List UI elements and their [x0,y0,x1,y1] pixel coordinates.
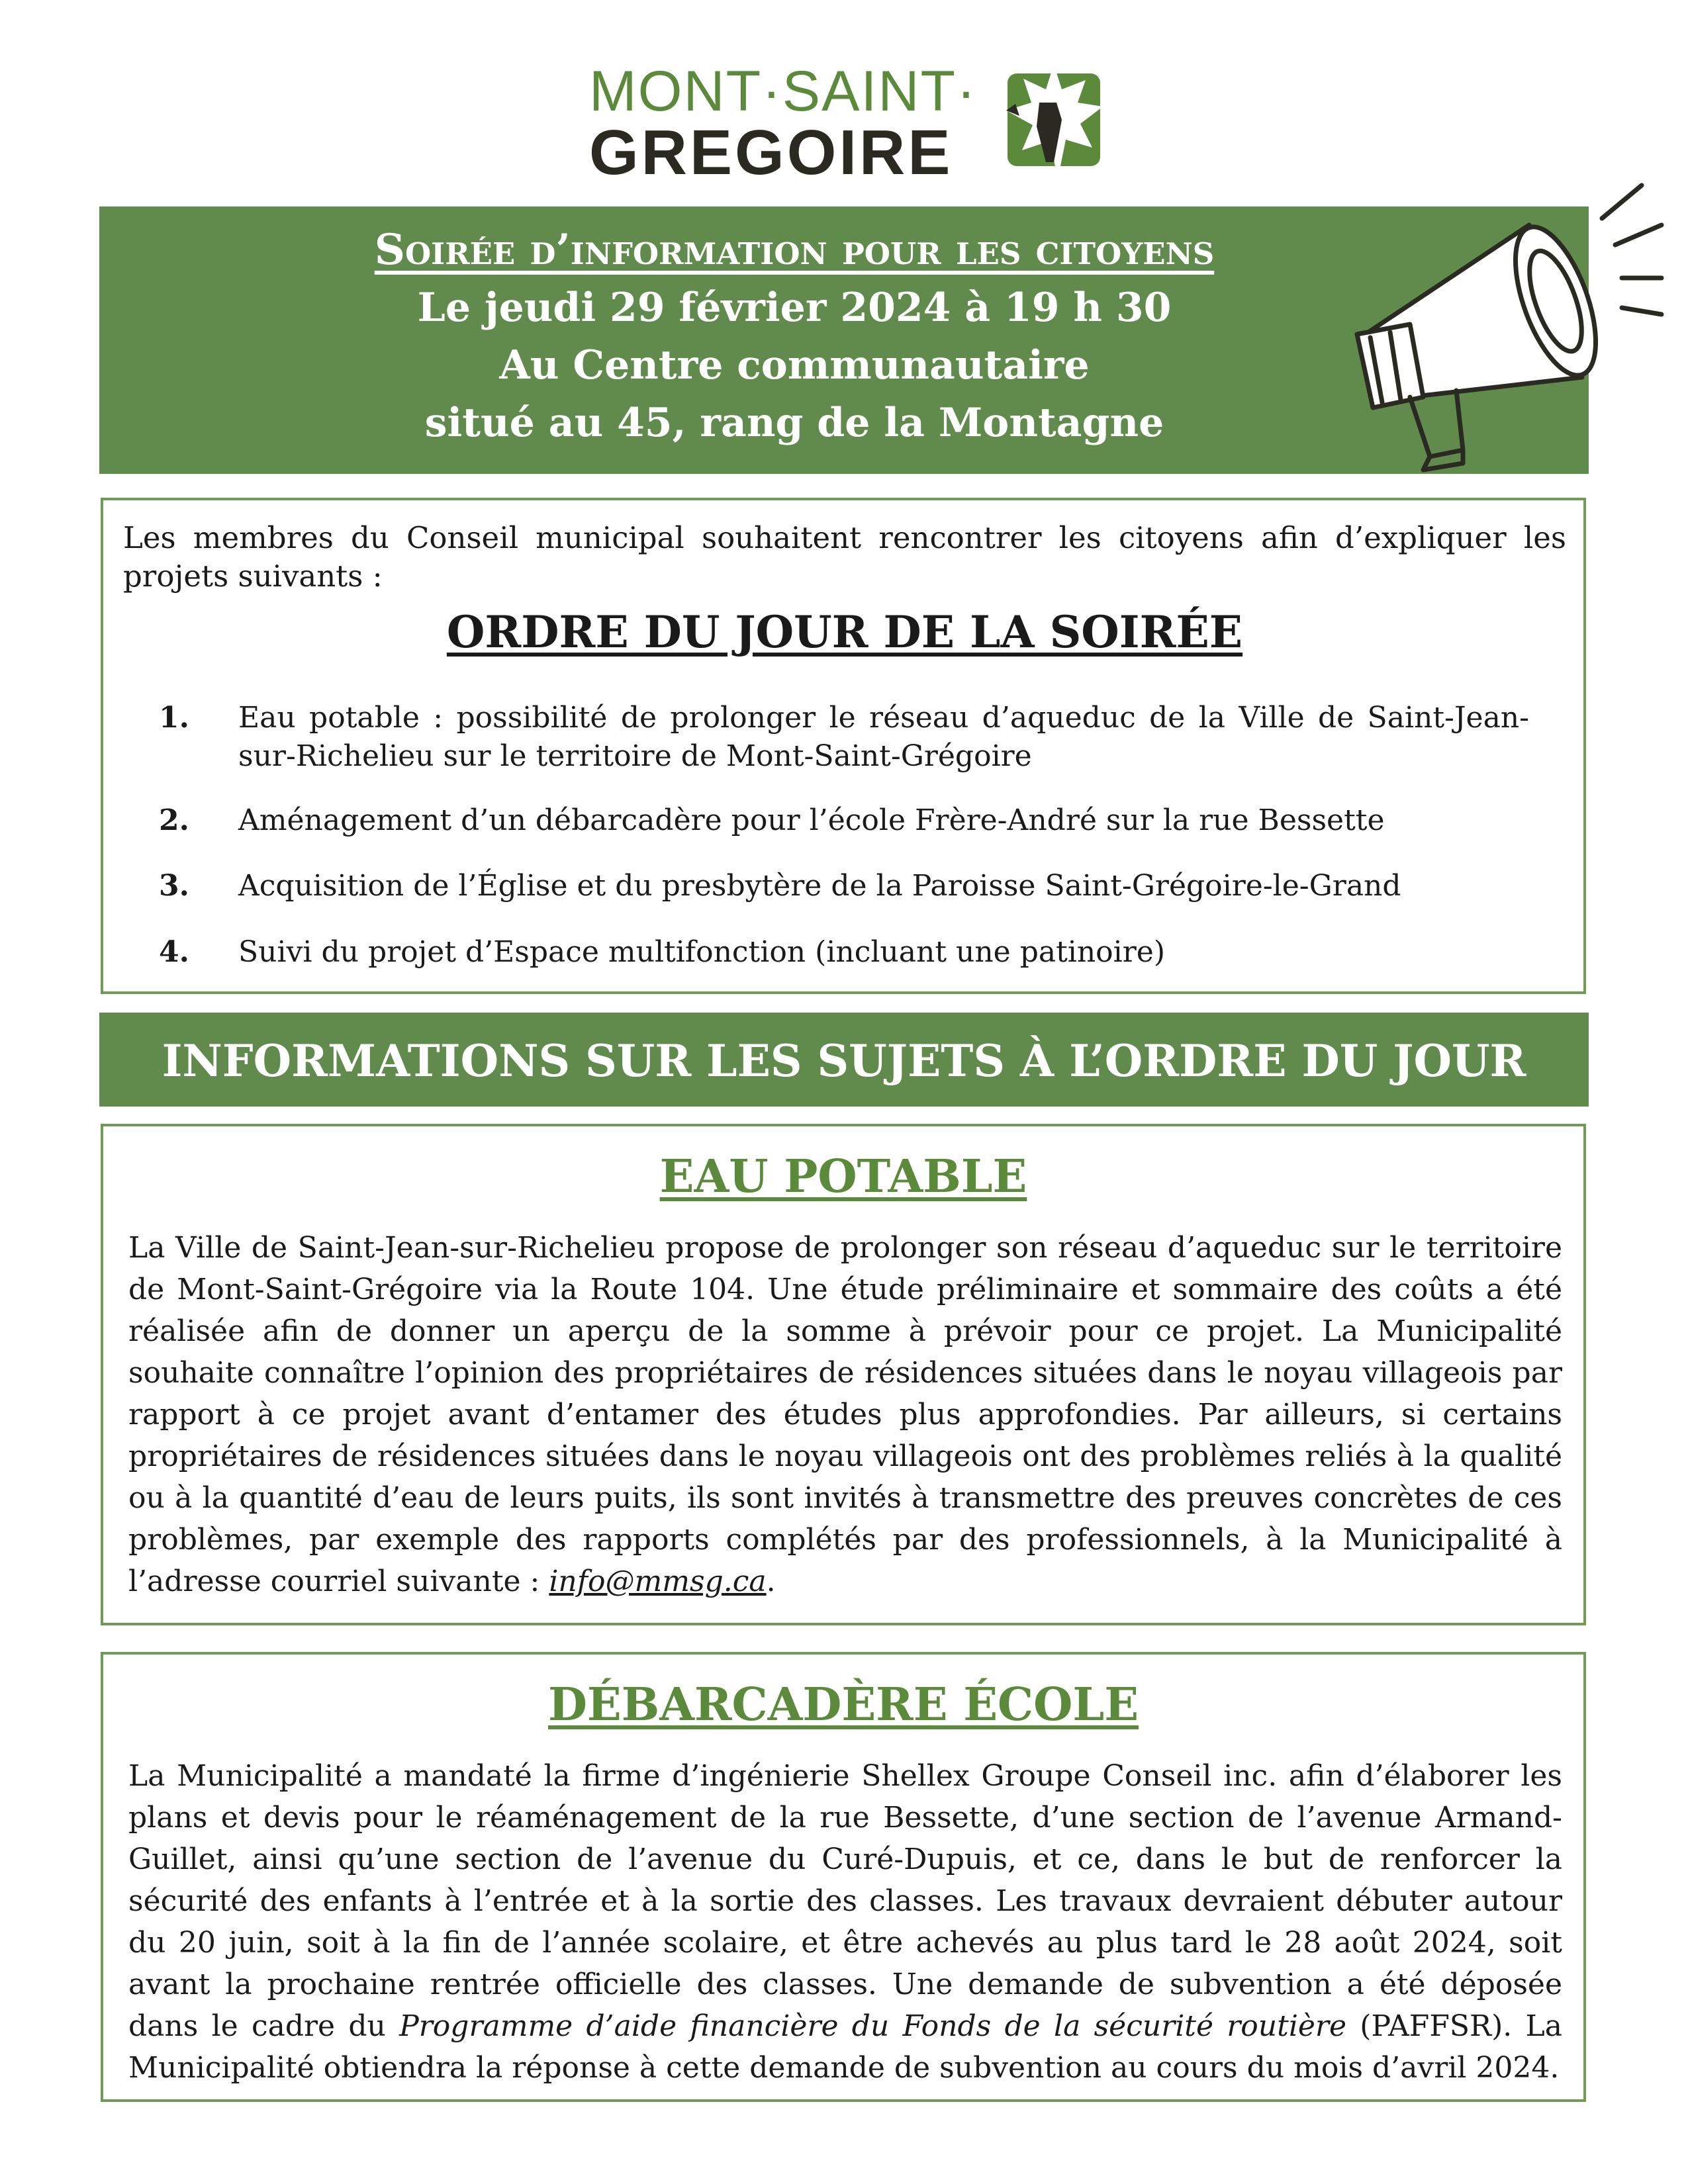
info-banner [99,1013,1589,1107]
body-text: La Ville de Saint-Jean-sur-Richelieu propose de prolonger son réseau d’aqueduc sur le territoire de Mont-Saint-Grégoire via la Route 104. Une étude préliminaire et sommaire des coûts a été réalisée afin de donner un aperçu de la somme à prévoir pour ce projet. La Municipalité souhaite connaître l’opinion des propriétaires de résidences situées dans le noyau villageois par rapport à ce projet avant d’entamer des études plus approfondies. Par ailleurs, si certains propriétaires de résidences situées dans le noyau villageois ont des problèmes reliés à la qualité ou à la quantité d’eau de leurs puits, ils sont invités à transmettre des preuves concrètes de ces problèmes, par exemple des rapports complétés par des professionnels, à la Municipalité à l’adresse courriel suivante : [128,1231,1562,1598]
logo-line-2: GREGOIRE [589,117,953,188]
item-number: 2. [159,803,189,837]
logo-line-1: MONT·SAINT· [589,60,977,123]
section-title: DÉBARCADÈRE ÉCOLE [547,1678,1139,1731]
body-text: La Municipalité a mandaté la firme d’ingénierie Shellex Groupe Conseil inc. afin d’élaborer les plans et devis pour le réaménagement de la rue Bessette, d’une section de l’avenue Armand-Guillet, ainsi qu’une section de l’avenue du Curé-Dupuis, et ce, dans le but de renforcer la sécurité des enfants à l’entrée et à la sortie des classes. Les travaux devraient débuter autour du 20 juin, soit à la fin de l’année scolaire, et être achevés au plus tard le 28 août 2024, soit avant la prochaine rentrée officielle des classes. Une demande de subvention a été déposée dans le cadre du [128,1759,1562,2043]
maple-leaf-icon [993,63,1105,182]
body-end: . [766,1565,776,1598]
item-text: Acquisition de l’Église et du presbytère de la Paroisse Saint-Grégoire-le-Grand [238,869,1401,903]
section-body [128,1227,1562,1602]
megaphone-icon [1331,179,1675,483]
info-banner-title: INFORMATIONS SUR LES SUJETS À L’ORDRE DU JOUR [162,1035,1526,1087]
item-text: Aménagement d’un débarcadère pour l’école Frère-André sur la rue Bessette [238,803,1385,837]
section-body [128,1755,1562,2089]
item-number: 3. [159,869,189,903]
agenda-title: ORDRE DU JOUR DE LA SOIRÉE [446,606,1243,658]
municipality-logo [589,60,1105,189]
event-date: Le jeudi 29 février 2024 à 19 h 30 [417,285,1172,331]
item-number: 1. [159,701,189,735]
event-place: Au Centre communautaire [499,342,1090,388]
program-name: Programme d’aide financière du Fonds de la sécurité routière [399,2009,1347,2043]
debarcadere-section [101,1652,1586,2102]
email-link[interactable]: info@mmsg.ca [549,1565,767,1598]
event-address: situé au 45, rang de la Montagne [424,400,1164,446]
item-number: 4. [159,935,189,969]
event-title: Soirée d’information pour les citoyens [374,225,1215,275]
item-text: Eau potable : possibilité de prolonger le réseau d’aqueduc de la Ville de Saint-Jean-sur-Richelieu sur le territoire de Mont-Saint-Grégoire [238,701,1529,773]
body-end: (PAFFSR). La Municipalité obtiendra la réponse à cette demande de subvention au cours du mois d’avril 2024. [128,2009,1563,2085]
item-text: Suivi du projet d’Espace multifonction (incluant une patinoire) [238,935,1165,969]
section-title: EAU POTABLE [659,1150,1027,1203]
agenda-box [101,498,1586,994]
eau-potable-section [101,1124,1586,1625]
agenda-intro: Les membres du Conseil municipal souhaitent rencontrer les citoyens afin d’expliquer les projets suivants : [123,520,1566,594]
